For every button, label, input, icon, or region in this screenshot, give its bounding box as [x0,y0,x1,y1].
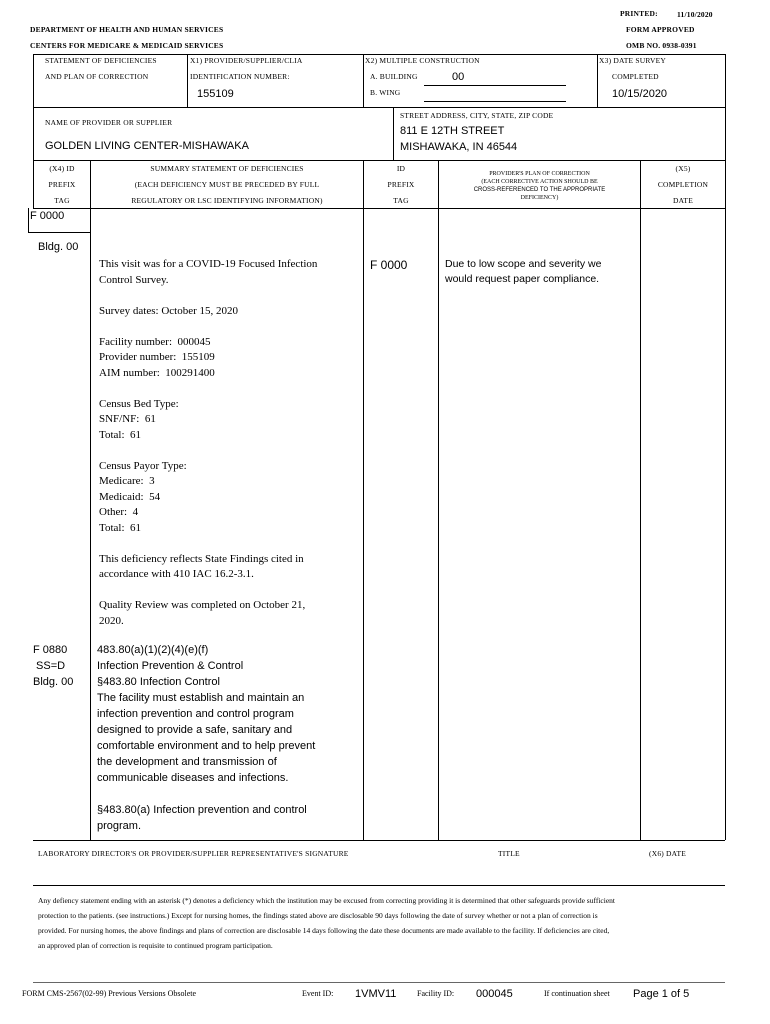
wing-label: B. WING [370,88,401,97]
x1-label-2: IDENTIFICATION NUMBER: [190,72,290,81]
id-header-1: ID [396,164,406,173]
building-value: 00 [452,71,465,83]
plan-header-3: CROSS-REFERENCED TO THE APPROPRIATE [473,187,606,193]
disclosure-notice: Any defiency statement ending with an asterisk (*) denotes a deficiency which the institution may be excused from correcting providing it is determined that other safeguards provide sufficient protection to the patients. (see instructions.) Except for nursing homes, the findings stated above are disclosable 90 days following the date of survey whether or not a plan of correction is provided. For nursing homes, the above findings and plans of correction are disclosable 14 days following the date these documents are made available to the facility. If deficiencies are cited, an approved plan of correction is requisite to continued program participation. [38,896,615,950]
f0000-summary: This visit was for a COVID-19 Focused Infection Control Survey. Survey dates: October 15, 2020 Facility number: 000045 Provider number: 155109 AIM number: 100291400 Census Bed Type: SNF/NF: 61 Total: 61 Census Payor Type: Medicare: 3 Medicaid: 54 Other: 4 Total: 61 This deficiency reflects State Findings cited in accordance with 410 IAC 16.2-3.1. Quality Review was completed on October 21, 2020. [99,258,318,627]
centers-name: CENTERS FOR MEDICARE & MEDICAID SERVICES [30,41,224,50]
street-address: 811 E 12TH STREET [400,125,505,137]
city-state-zip: MISHAWAKA, IN 46544 [400,141,518,153]
date-label: (X6) DATE [649,849,687,858]
address-label: STREET ADDRESS, CITY, STATE, ZIP CODE [400,111,554,120]
x2-label: X2) MULTIPLE CONSTRUCTION [365,56,480,65]
form-number: FORM CMS-2567(02-99) Previous Versions Obsolete [22,989,197,998]
id-header-2: PREFIX [387,180,415,189]
x5-header-3: DATE [673,196,693,205]
f0000-tag: F 0000 [30,210,65,222]
x4-header-3: TAG [54,196,70,205]
page-number: Page 1 of 5 [633,988,690,1000]
provider-name: GOLDEN LIVING CENTER-MISHAWAKA [45,140,249,152]
id-header-3: TAG [393,196,409,205]
continuation-label: If continuation sheet [544,989,610,998]
provider-id: 155109 [197,88,234,100]
event-id-label: Event ID: [302,989,334,998]
event-id: 1VMV11 [355,988,397,1000]
x5-header-1: (X5) [675,164,691,173]
survey-date: 10/15/2020 [612,88,668,100]
provider-name-label: NAME OF PROVIDER OR SUPPLIER [45,118,173,127]
x1-label-1: X1) PROVIDER/SUPPLIER/CLIA [190,56,303,65]
printed-date: 11/10/2020 [677,10,713,19]
omb-number: OMB NO. 0938-0391 [626,41,697,50]
title-label: TITLE [498,849,520,858]
form-approved: FORM APPROVED [626,25,695,34]
statement-label-1: STATEMENT OF DEFICIENCIES [45,56,157,65]
x3-label-2: COMPLETED [612,72,659,81]
department-name: DEPARTMENT OF HEALTH AND HUMAN SERVICES [30,25,224,34]
f0000-plan: Due to low scope and severity we would request paper compliance. [445,258,602,285]
x4-header-2: PREFIX [48,180,76,189]
plan-header-1: PROVIDER'S PLAN OF CORRECTION [489,171,590,177]
x4-header-1: (X4) ID [49,164,75,173]
plan-header-4: DEFICIENCY) [520,195,559,201]
x5-header-2: COMPLETION [657,180,709,189]
f0880-tag: F 0880 SS=D Bldg. 00 [33,644,74,688]
f0000-bldg: Bldg. 00 [38,241,79,253]
statement-label-2: AND PLAN OF CORRECTION [45,72,149,81]
printed-label: PRINTED: [620,9,658,18]
x3-label-1: X3) DATE SURVEY [599,56,666,65]
facility-id-label: Facility ID: [417,989,455,998]
summary-header-3: REGULATORY OR LSC IDENTIFYING INFORMATION) [131,196,323,205]
facility-id: 000045 [476,988,513,1000]
summary-header-2: (EACH DEFICIENCY MUST BE PRECEDED BY FULL [134,180,320,189]
summary-header-1: SUMMARY STATEMENT OF DEFICIENCIES [150,164,304,173]
f0000-id-tag: F 0000 [370,258,408,272]
signature-label: LABORATORY DIRECTOR'S OR PROVIDER/SUPPLIER REPRESENTATIVE'S SIGNATURE [38,849,349,858]
plan-header-2: (EACH CORRECTIVE ACTION SHOULD BE [481,179,598,185]
building-label: A. BUILDING [370,72,418,81]
f0880-summary: 483.80(a)(1)(2)(4)(e)(f) Infection Prevention & Control §483.80 Infection Control The facility must establish and maintain an infection prevention and control program designed to provide a safe, sanitary and comfortable environment and to help prevent the development and transmission of communicable diseases and infections. §483.80(a) Infection prevention and control program. [97,644,316,832]
